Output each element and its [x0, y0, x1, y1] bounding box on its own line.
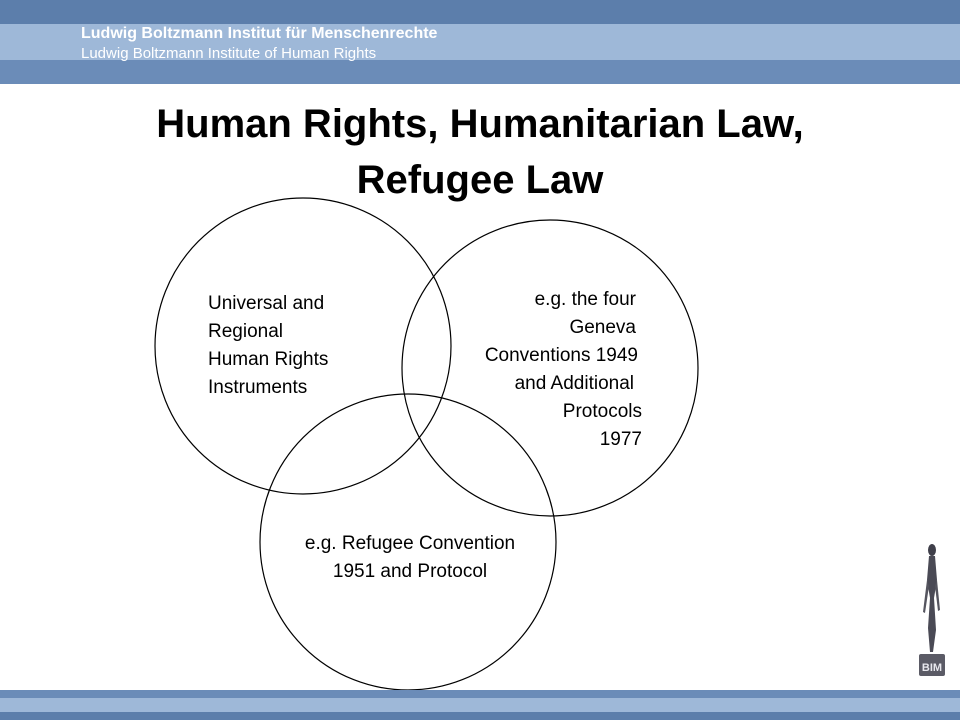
label-line: Geneva [569, 317, 636, 338]
circle-label-humanitarian-law [420, 286, 642, 454]
label-line: Protocols [562, 401, 642, 422]
label-line: Conventions 1949 [484, 345, 638, 366]
label-line: Universal and [208, 293, 325, 314]
label-line: e.g. Refugee Convention [304, 533, 516, 554]
label-line: 1951 and Protocol [332, 561, 488, 582]
label-line: Regional [208, 321, 283, 342]
slide-title-line-1: Human Rights, Humanitarian Law, [156, 102, 804, 146]
label-line: and Additional [514, 373, 634, 394]
institute-name-english: Ludwig Boltzmann Institute of Human Rights [81, 45, 377, 62]
statue-logo-icon [912, 540, 952, 678]
footer-band-top [0, 690, 960, 698]
footer-banner [0, 690, 960, 720]
logo-text: BIM [921, 662, 943, 674]
label-line: e.g. the four [534, 289, 636, 310]
label-line: Instruments [208, 377, 308, 398]
institute-name-german: Ludwig Boltzmann Institut für Menschenrechte [81, 25, 438, 42]
circle-label-human-rights [208, 290, 328, 402]
circle-label-refugee-law [262, 530, 558, 586]
footer-band-middle [0, 698, 960, 712]
footer-band-bottom [0, 712, 960, 720]
label-line: 1977 [599, 429, 642, 450]
label-line: Human Rights [208, 349, 329, 370]
slide-title-line-2: Refugee Law [356, 158, 604, 202]
